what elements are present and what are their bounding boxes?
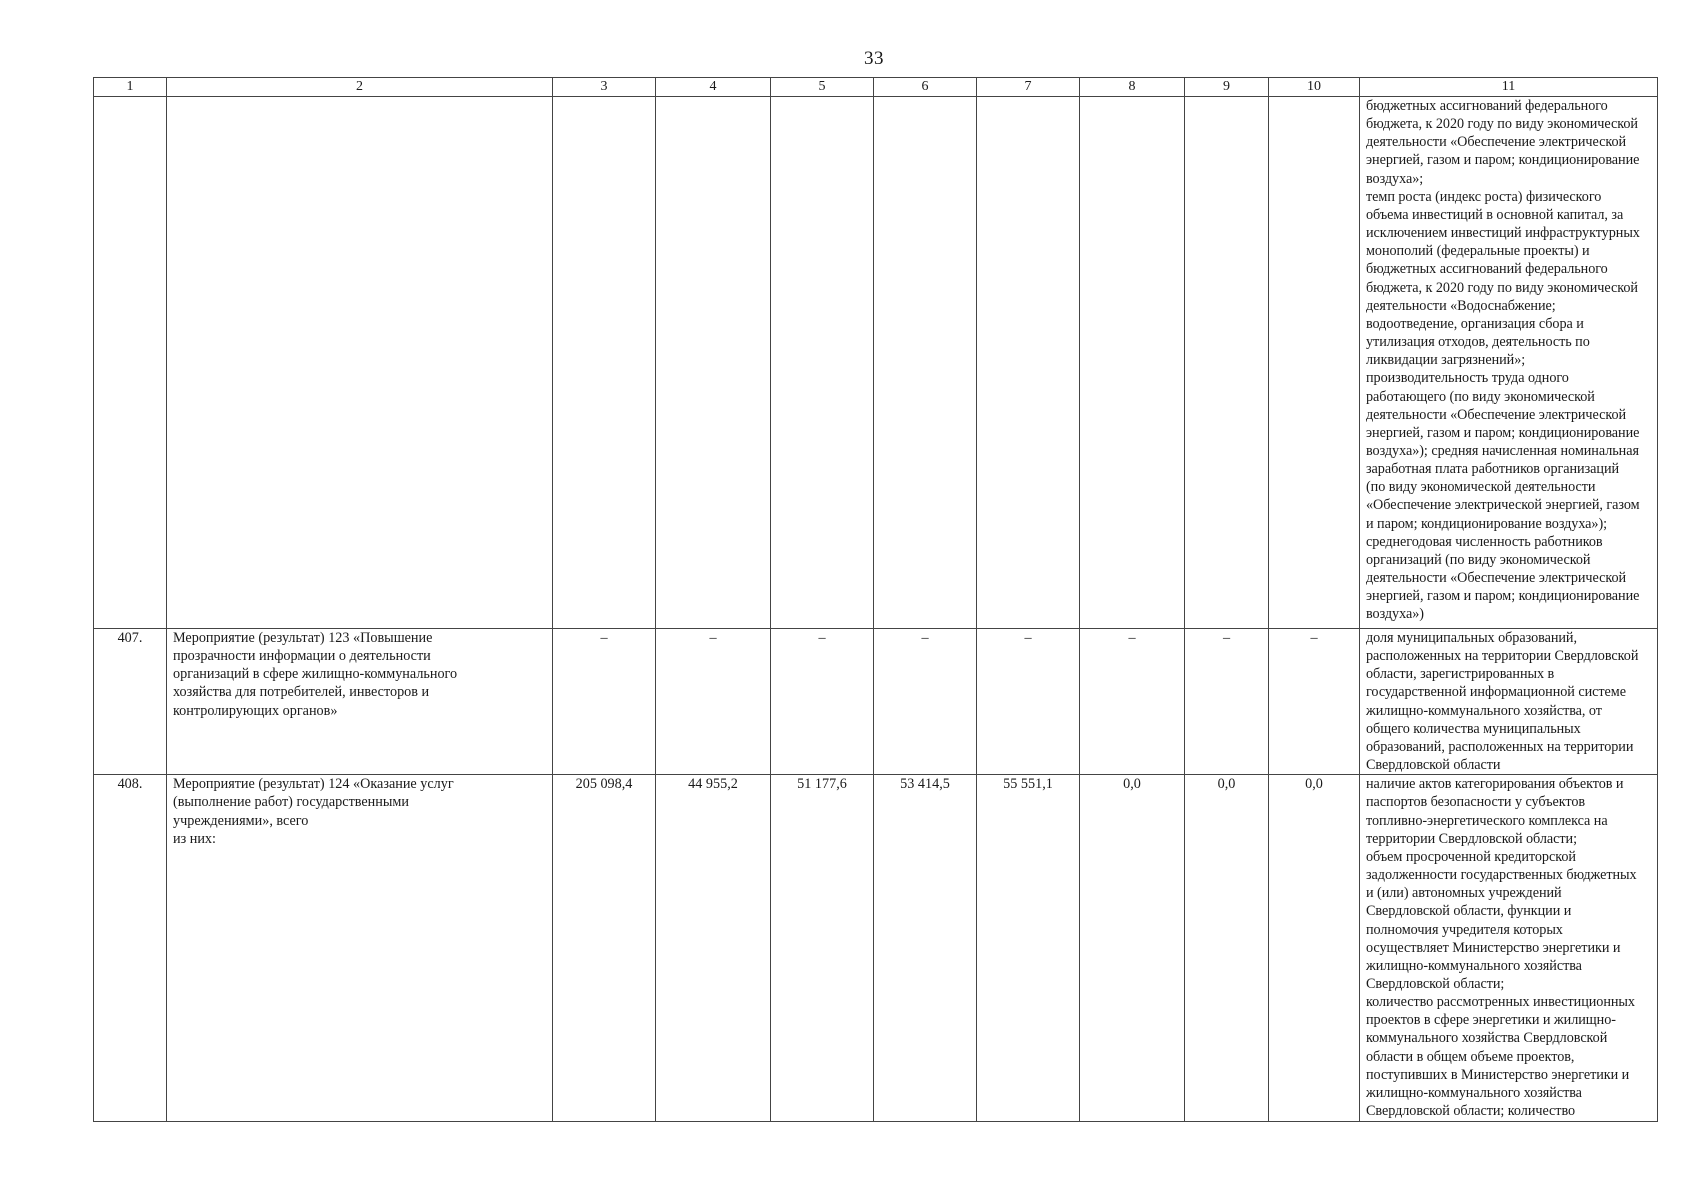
- indicator-line: полномочия учредителя которых: [1366, 921, 1563, 938]
- title-line: контролирующих органов»: [173, 702, 338, 719]
- indicator-line: общего количества муниципальных: [1366, 720, 1581, 737]
- title-line: (выполнение работ) государственными: [173, 794, 409, 811]
- indicator-line: монополий (федеральные проекты) и: [1366, 243, 1590, 260]
- indicator-line: организаций (по виду экономической: [1366, 551, 1591, 568]
- cell-value: [656, 97, 771, 629]
- column-header-5: 5: [771, 78, 874, 97]
- indicator-line: объем просроченной кредиторской: [1366, 848, 1576, 865]
- indicator-line: деятельности «Обеспечение электрической: [1366, 570, 1627, 587]
- title-line: Мероприятие (результат) 124 «Оказание услуг: [173, 776, 454, 793]
- table-row-408: [94, 775, 1658, 1122]
- indicator-line: энергией, газом и паром; кондиционирование: [1366, 588, 1640, 605]
- cell-value: [1269, 97, 1360, 629]
- indicator-line: (по виду экономической деятельности: [1366, 479, 1596, 496]
- cell-value: –: [1269, 629, 1360, 775]
- indicator-line: производительность труда одного: [1366, 370, 1569, 387]
- indicator-line: воздуха»); средняя начисленная номинальная: [1366, 442, 1639, 459]
- indicator-line: «Обеспечение электрической энергией, газом: [1366, 497, 1640, 514]
- cell-index: 408.: [94, 775, 167, 1122]
- indicator-line: образований, расположенных на территории: [1366, 738, 1634, 755]
- indicator-line: государственной информационной системе: [1366, 684, 1626, 701]
- indicator-line: поступивших в Министерство энергетики и: [1366, 1066, 1630, 1083]
- cell-index: [94, 97, 167, 629]
- cell-value: [977, 97, 1080, 629]
- indicator-line: ликвидации загрязнений»;: [1366, 352, 1526, 369]
- title-line: прозрачности информации о деятельности: [173, 648, 431, 665]
- indicator-line: задолженности государственных бюджетных: [1366, 867, 1637, 884]
- cell-indicators: [1360, 775, 1658, 1122]
- title-line: из них:: [173, 830, 216, 847]
- indicator-line: утилизация отходов, деятельность по: [1366, 334, 1590, 351]
- indicator-line: области в общем объеме проектов,: [1366, 1048, 1575, 1065]
- indicator-line: работающего (по виду экономической: [1366, 388, 1595, 405]
- indicator-line: деятельности «Обеспечение электрической: [1366, 134, 1627, 151]
- indicator-line: бюджетных ассигнований федерального: [1366, 261, 1608, 278]
- title-line: учреждениями», всего: [173, 812, 309, 829]
- indicator-line: количество рассмотренных инвестиционных: [1366, 994, 1635, 1011]
- indicator-line: и (или) автономных учреждений: [1366, 885, 1562, 902]
- cell-value: [874, 97, 977, 629]
- column-header-6: 6: [874, 78, 977, 97]
- cell-indicators: [1360, 97, 1658, 629]
- indicator-line: Свердловской области;: [1366, 975, 1505, 992]
- header-row: [94, 78, 1658, 97]
- cell-value: 0,0: [1080, 775, 1185, 1122]
- indicator-line: расположенных на территории Свердловской: [1366, 648, 1639, 665]
- cell-value: –: [771, 629, 874, 775]
- indicator-line: топливно-энергетического комплекса на: [1366, 812, 1608, 829]
- column-header-11: 11: [1360, 78, 1658, 97]
- column-header-1: 1: [94, 78, 167, 97]
- cell-indicators: [1360, 629, 1658, 775]
- cell-value: [1080, 97, 1185, 629]
- indicator-line: среднегодовая численность работников: [1366, 533, 1603, 550]
- indicator-line: жилищно-коммунального хозяйства, от: [1366, 702, 1602, 719]
- cell-value: 0,0: [1269, 775, 1360, 1122]
- cell-value: –: [1080, 629, 1185, 775]
- column-header-4: 4: [656, 78, 771, 97]
- indicator-line: водоотведение, организация сбора и: [1366, 315, 1584, 332]
- indicator-line: и паром; кондиционирование воздуха»);: [1366, 515, 1608, 532]
- indicator-line: заработная плата работников организаций: [1366, 461, 1620, 478]
- table-row-407: [94, 629, 1658, 775]
- indicator-line: жилищно-коммунального хозяйства: [1366, 1084, 1582, 1101]
- cell-value: 55 551,1: [977, 775, 1080, 1122]
- indicator-line: территории Свердловской области;: [1366, 830, 1577, 847]
- title-line: Мероприятие (результат) 123 «Повышение: [173, 630, 433, 646]
- cell-value: [1185, 97, 1269, 629]
- cell-value: –: [553, 629, 656, 775]
- indicator-line: объема инвестиций в основной капитал, за: [1366, 206, 1624, 223]
- indicator-line: Свердловской области; количество: [1366, 1103, 1576, 1120]
- cell-value: 205 098,4: [553, 775, 656, 1122]
- cell-value: 53 414,5: [874, 775, 977, 1122]
- indicator-line: исключением инвестиций инфраструктурных: [1366, 225, 1640, 242]
- indicator-line: бюджетных ассигнований федерального: [1366, 98, 1608, 114]
- indicator-line: воздуха»): [1366, 606, 1424, 623]
- cell-title: [167, 629, 553, 775]
- column-header-7: 7: [977, 78, 1080, 97]
- column-header-10: 10: [1269, 78, 1360, 97]
- column-header-9: 9: [1185, 78, 1269, 97]
- column-header-2: 2: [167, 78, 553, 97]
- column-header-8: 8: [1080, 78, 1185, 97]
- indicator-line: коммунального хозяйства Свердловской: [1366, 1030, 1608, 1047]
- indicator-line: Свердловской области, функции и: [1366, 903, 1572, 920]
- indicator-line: жилищно-коммунального хозяйства: [1366, 957, 1582, 974]
- cell-value: [771, 97, 874, 629]
- table-row-continuation: [94, 97, 1658, 629]
- indicator-line: темп роста (индекс роста) физического: [1366, 188, 1602, 205]
- cell-title: [167, 97, 553, 629]
- indicator-line: осуществляет Министерство энергетики и: [1366, 939, 1621, 956]
- cell-value: –: [874, 629, 977, 775]
- cell-value: –: [977, 629, 1080, 775]
- title-line: организаций в сфере жилищно-коммунального: [173, 666, 458, 683]
- cell-value: –: [656, 629, 771, 775]
- cell-value: [553, 97, 656, 629]
- indicator-line: деятельности «Водоснабжение;: [1366, 297, 1556, 314]
- indicator-line: воздуха»;: [1366, 170, 1424, 187]
- indicator-line: энергией, газом и паром; кондиционирование: [1366, 152, 1640, 169]
- indicator-line: энергией, газом и паром; кондиционирование: [1366, 424, 1640, 441]
- indicator-line: наличие актов категорирования объектов и: [1366, 776, 1624, 793]
- indicator-line: Свердловской области: [1366, 757, 1501, 774]
- cell-value: –: [1185, 629, 1269, 775]
- indicator-line: области, зарегистрированных в: [1366, 666, 1555, 683]
- indicator-line: проектов в сфере энергетики и жилищно-: [1366, 1012, 1616, 1029]
- cell-value: 0,0: [1185, 775, 1269, 1122]
- cell-value: 44 955,2: [656, 775, 771, 1122]
- indicator-line: деятельности «Обеспечение электрической: [1366, 406, 1627, 423]
- cell-title: [167, 775, 553, 1122]
- indicator-line: бюджета, к 2020 году по виду экономической: [1366, 279, 1638, 296]
- cell-value: 51 177,6: [771, 775, 874, 1122]
- budget-table: [93, 77, 1658, 1122]
- column-header-3: 3: [553, 78, 656, 97]
- indicator-line: доля муниципальных образований,: [1366, 630, 1577, 646]
- cell-index: 407.: [94, 629, 167, 775]
- title-line: хозяйства для потребителей, инвесторов и: [173, 684, 430, 701]
- page-number: 33: [864, 48, 884, 69]
- indicator-line: бюджета, к 2020 году по виду экономической: [1366, 116, 1638, 133]
- indicator-line: паспортов безопасности у субъектов: [1366, 794, 1586, 811]
